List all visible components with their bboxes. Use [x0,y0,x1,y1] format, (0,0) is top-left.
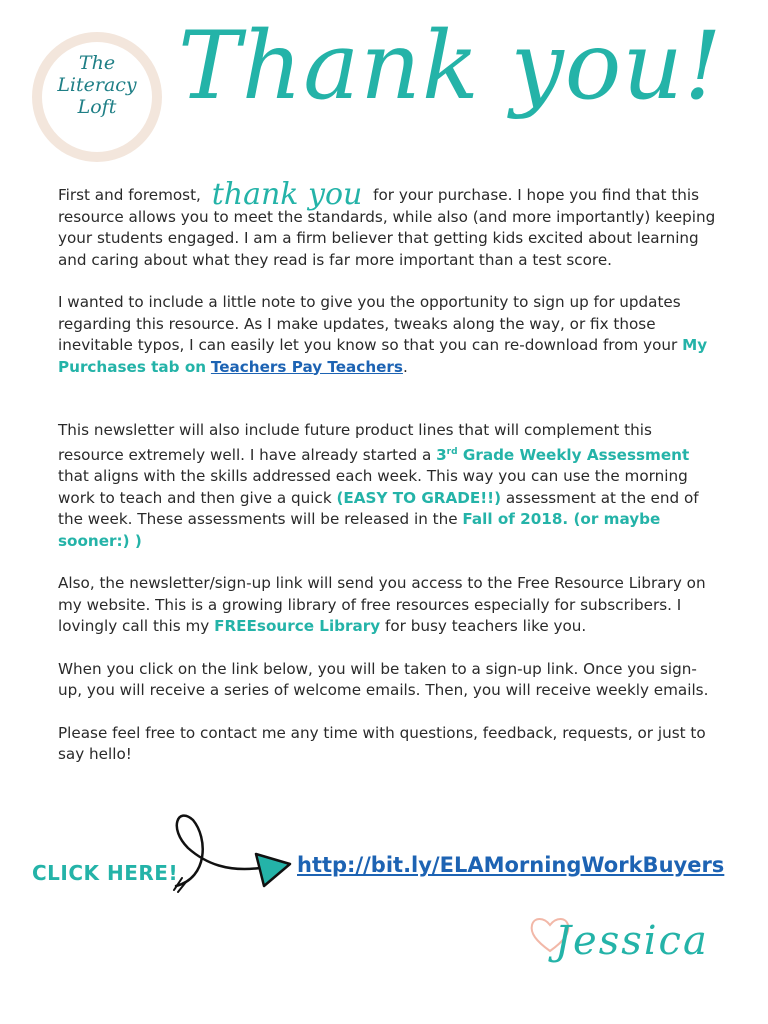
contact-paragraph: Please feel free to contact me any time with questions, feedback, requests, or just to say hello! [58,723,706,764]
signup-url-link[interactable]: http://bit.ly/ELAMorningWorkBuyers [297,853,725,877]
easy-to-grade-highlight: (EASY TO GRADE!!) [336,488,502,507]
letter-body [58,177,718,787]
updates-period: . [402,357,408,376]
fall-2018-highlight: Fall of 2018. (or maybe sooner:) ) [58,510,661,550]
teachers-pay-teachers-link[interactable]: Teachers Pay Teachers [210,357,403,376]
newsletter-paragraph [58,420,718,552]
page-title: Thank you! [178,12,723,121]
loop-arrow-icon [168,808,298,898]
intro-paragraph [58,177,718,271]
updates-text: I wanted to include a little note to give you the opportunity to sign up for updates regarding this resource. As I make updates, tweaks along the way, or fix those inevitable typos, I can easily let you know so that you can re-download from your [58,293,681,354]
logo-line-2: Literacy [57,74,137,96]
logo-text [30,52,164,118]
newsletter-text-2: that aligns with the skills addressed each week. This way you can use the morning work to teach and then give a quick [58,467,688,507]
updates-paragraph [58,292,718,378]
newsletter-text-3: assessment at the end of the week. These assessments will be released in the [58,488,699,529]
signup-paragraph: When you click on the link below, you will be taken to a sign-up link. Once you sign-up, you will receive a series of welcome emails. Then, you will receive weekly emails. [58,659,709,700]
click-here-label[interactable]: CLICK HERE! [32,861,179,885]
library-text-2: for busy teachers like you. [385,617,587,636]
intro-text-rest: for your purchase. I hope you find that this resource allows you to meet the standards, while also (and more importantly) keeping your students engaged. I am a firm believer that getting kids excited about learning and caring about what they read is far more important than a test score. [58,186,716,269]
signature-jessica: Jessica [555,918,709,964]
my-purchases-highlight: My Purchases tab on [58,336,708,376]
thank-you-script: thank you [211,177,363,212]
library-text-1: Also, the newsletter/sign-up link will send you access to the Free Resource Library on my website. This is a growing library of free resources especially for subscribers. I lovingly call this my [58,574,706,636]
newsletter-text-1: This newsletter will also include future product lines that will complement this resource extremely well. I have already started a [58,421,652,464]
library-paragraph [58,573,718,638]
weekly-assessment-highlight: 3rd Grade Weekly Assessment [436,445,690,464]
logo-line-3: Loft [77,96,117,118]
logo-line-1: The [78,52,116,74]
freesource-library-highlight: FREEsource Library [214,617,381,636]
intro-text-start: First and foremost, [58,186,201,204]
